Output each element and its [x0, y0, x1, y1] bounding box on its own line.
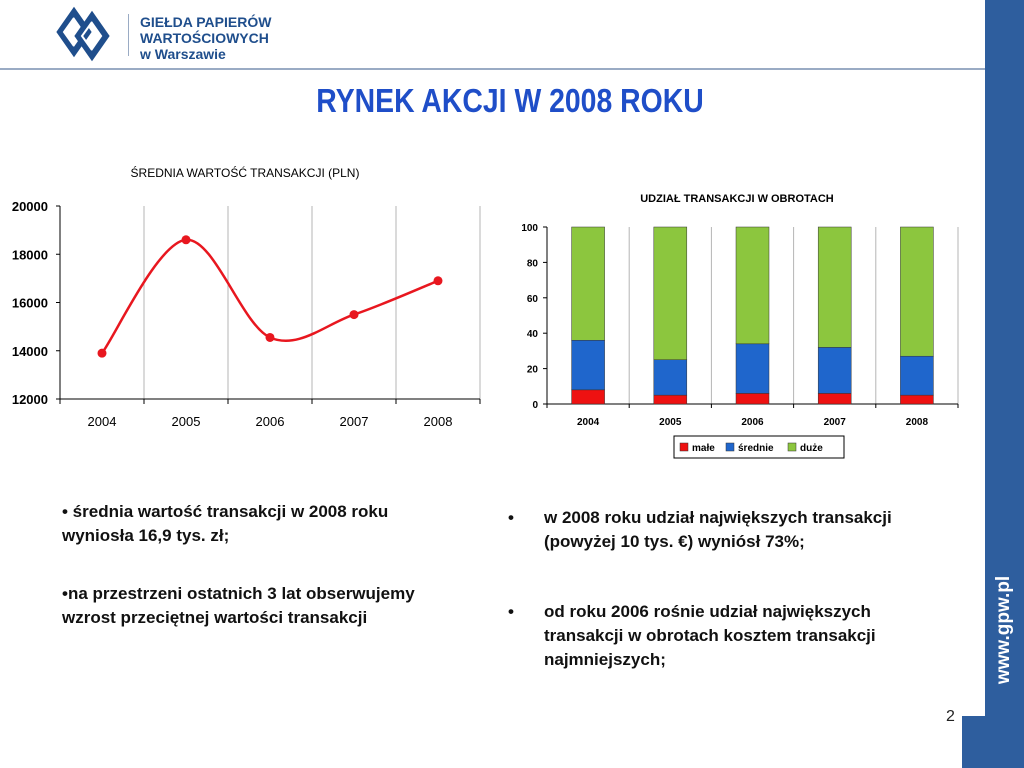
bar-chart-segment — [654, 227, 687, 360]
bar-chart-legend-label: duże — [800, 443, 823, 454]
left-bullet-2: •na przestrzeni ostatnich 3 lat obserwujemy wzrost przeciętnej wartości transakcji — [62, 584, 415, 627]
bar-chart-segment — [818, 393, 851, 404]
bar-chart-y-tick-label: 60 — [526, 293, 538, 305]
page-title: RYNEK AKCJI W 2008 ROKU — [316, 82, 704, 119]
bar-chart-x-tick-label: 2007 — [823, 417, 846, 428]
bar-chart-y-tick-label: 0 — [532, 400, 538, 411]
logo-text-line2: WARTOŚCIOWYCH — [140, 30, 269, 46]
bar-chart-segment — [572, 227, 605, 340]
bar-chart-legend-swatch — [788, 443, 796, 451]
bar-chart-x-tick-label: 2005 — [659, 417, 682, 428]
line-chart-y-tick-label: 20000 — [11, 199, 48, 214]
bar-chart-segment — [900, 395, 933, 404]
line-chart-y-tick-label: 14000 — [11, 343, 48, 359]
line-chart-point — [266, 333, 275, 342]
logo-text-line1: GIEŁDA PAPIERÓW — [140, 14, 272, 30]
bar-chart-title: UDZIAŁ TRANSAKCJI W OBROTACH — [640, 193, 834, 205]
line-chart-point — [434, 276, 443, 285]
bar-chart-segment — [654, 360, 687, 395]
bar-chart-segment — [818, 347, 851, 393]
bar-chart-legend-swatch — [680, 443, 688, 451]
line-chart-point — [98, 349, 107, 358]
sidebar-corner — [962, 716, 985, 768]
bar-chart-segment — [900, 227, 933, 356]
line-chart-x-tick-label: 2006 — [255, 414, 285, 429]
right-bullet-2: od roku 2006 rośnie udział największych transakcji w obrotach kosztem transakcji najmniejszych; — [544, 602, 876, 669]
bar-chart-segment — [736, 344, 769, 394]
bar-chart-y-tick-label: 40 — [526, 329, 538, 341]
right-bullet-1: w 2008 roku udział największych transakcji (powyżej 10 tys. €) wyniósł 73%; — [544, 508, 892, 551]
bar-chart-y-tick-label: 100 — [521, 223, 538, 234]
right-bullet-2-marker: • — [508, 602, 514, 621]
right-bullet-1-marker: • — [508, 508, 514, 527]
bar-chart-legend-swatch — [726, 443, 734, 451]
line-chart-point — [182, 235, 191, 244]
line-chart-x-tick-label: 2007 — [339, 414, 369, 429]
line-chart-x-tick-label: 2005 — [171, 414, 201, 429]
page-number: 2 — [946, 708, 955, 725]
bar-chart-segment — [736, 393, 769, 404]
bar-chart-segment — [818, 227, 851, 347]
bar-chart-y-tick-label: 80 — [526, 258, 538, 270]
bar-chart-y-tick-label: 20 — [526, 364, 538, 376]
bar-chart-segment — [572, 340, 605, 390]
bar-chart-segment — [654, 395, 687, 404]
line-chart-title: ŚREDNIA WARTOŚĆ TRANSAKCJI (PLN) — [130, 166, 360, 180]
bar-chart-legend-label: średnie — [738, 443, 774, 454]
bar-chart-segment — [572, 390, 605, 404]
line-chart-x-tick-label: 2008 — [423, 414, 453, 429]
line-chart-y-tick-label: 16000 — [11, 295, 48, 311]
line-chart-x-tick-label: 2004 — [87, 414, 117, 429]
logo-text-line3: w Warszawie — [140, 46, 226, 62]
bar-chart-legend-label: małe — [692, 443, 715, 454]
bar-chart-x-tick-label: 2004 — [576, 417, 600, 428]
left-bullet-1: • średnia wartość transakcji w 2008 roku wyniosła 16,9 tys. zł; — [62, 502, 389, 545]
website-url: www.gpw.pl — [993, 575, 1014, 685]
bar-chart-x-tick-label: 2006 — [741, 417, 764, 428]
bar-chart-segment — [736, 227, 769, 344]
line-chart-y-tick-label: 12000 — [11, 392, 48, 407]
bar-chart-segment — [900, 356, 933, 395]
line-chart-y-tick-label: 18000 — [11, 247, 48, 263]
bar-chart-x-tick-label: 2008 — [905, 417, 929, 428]
line-chart-point — [350, 310, 359, 319]
